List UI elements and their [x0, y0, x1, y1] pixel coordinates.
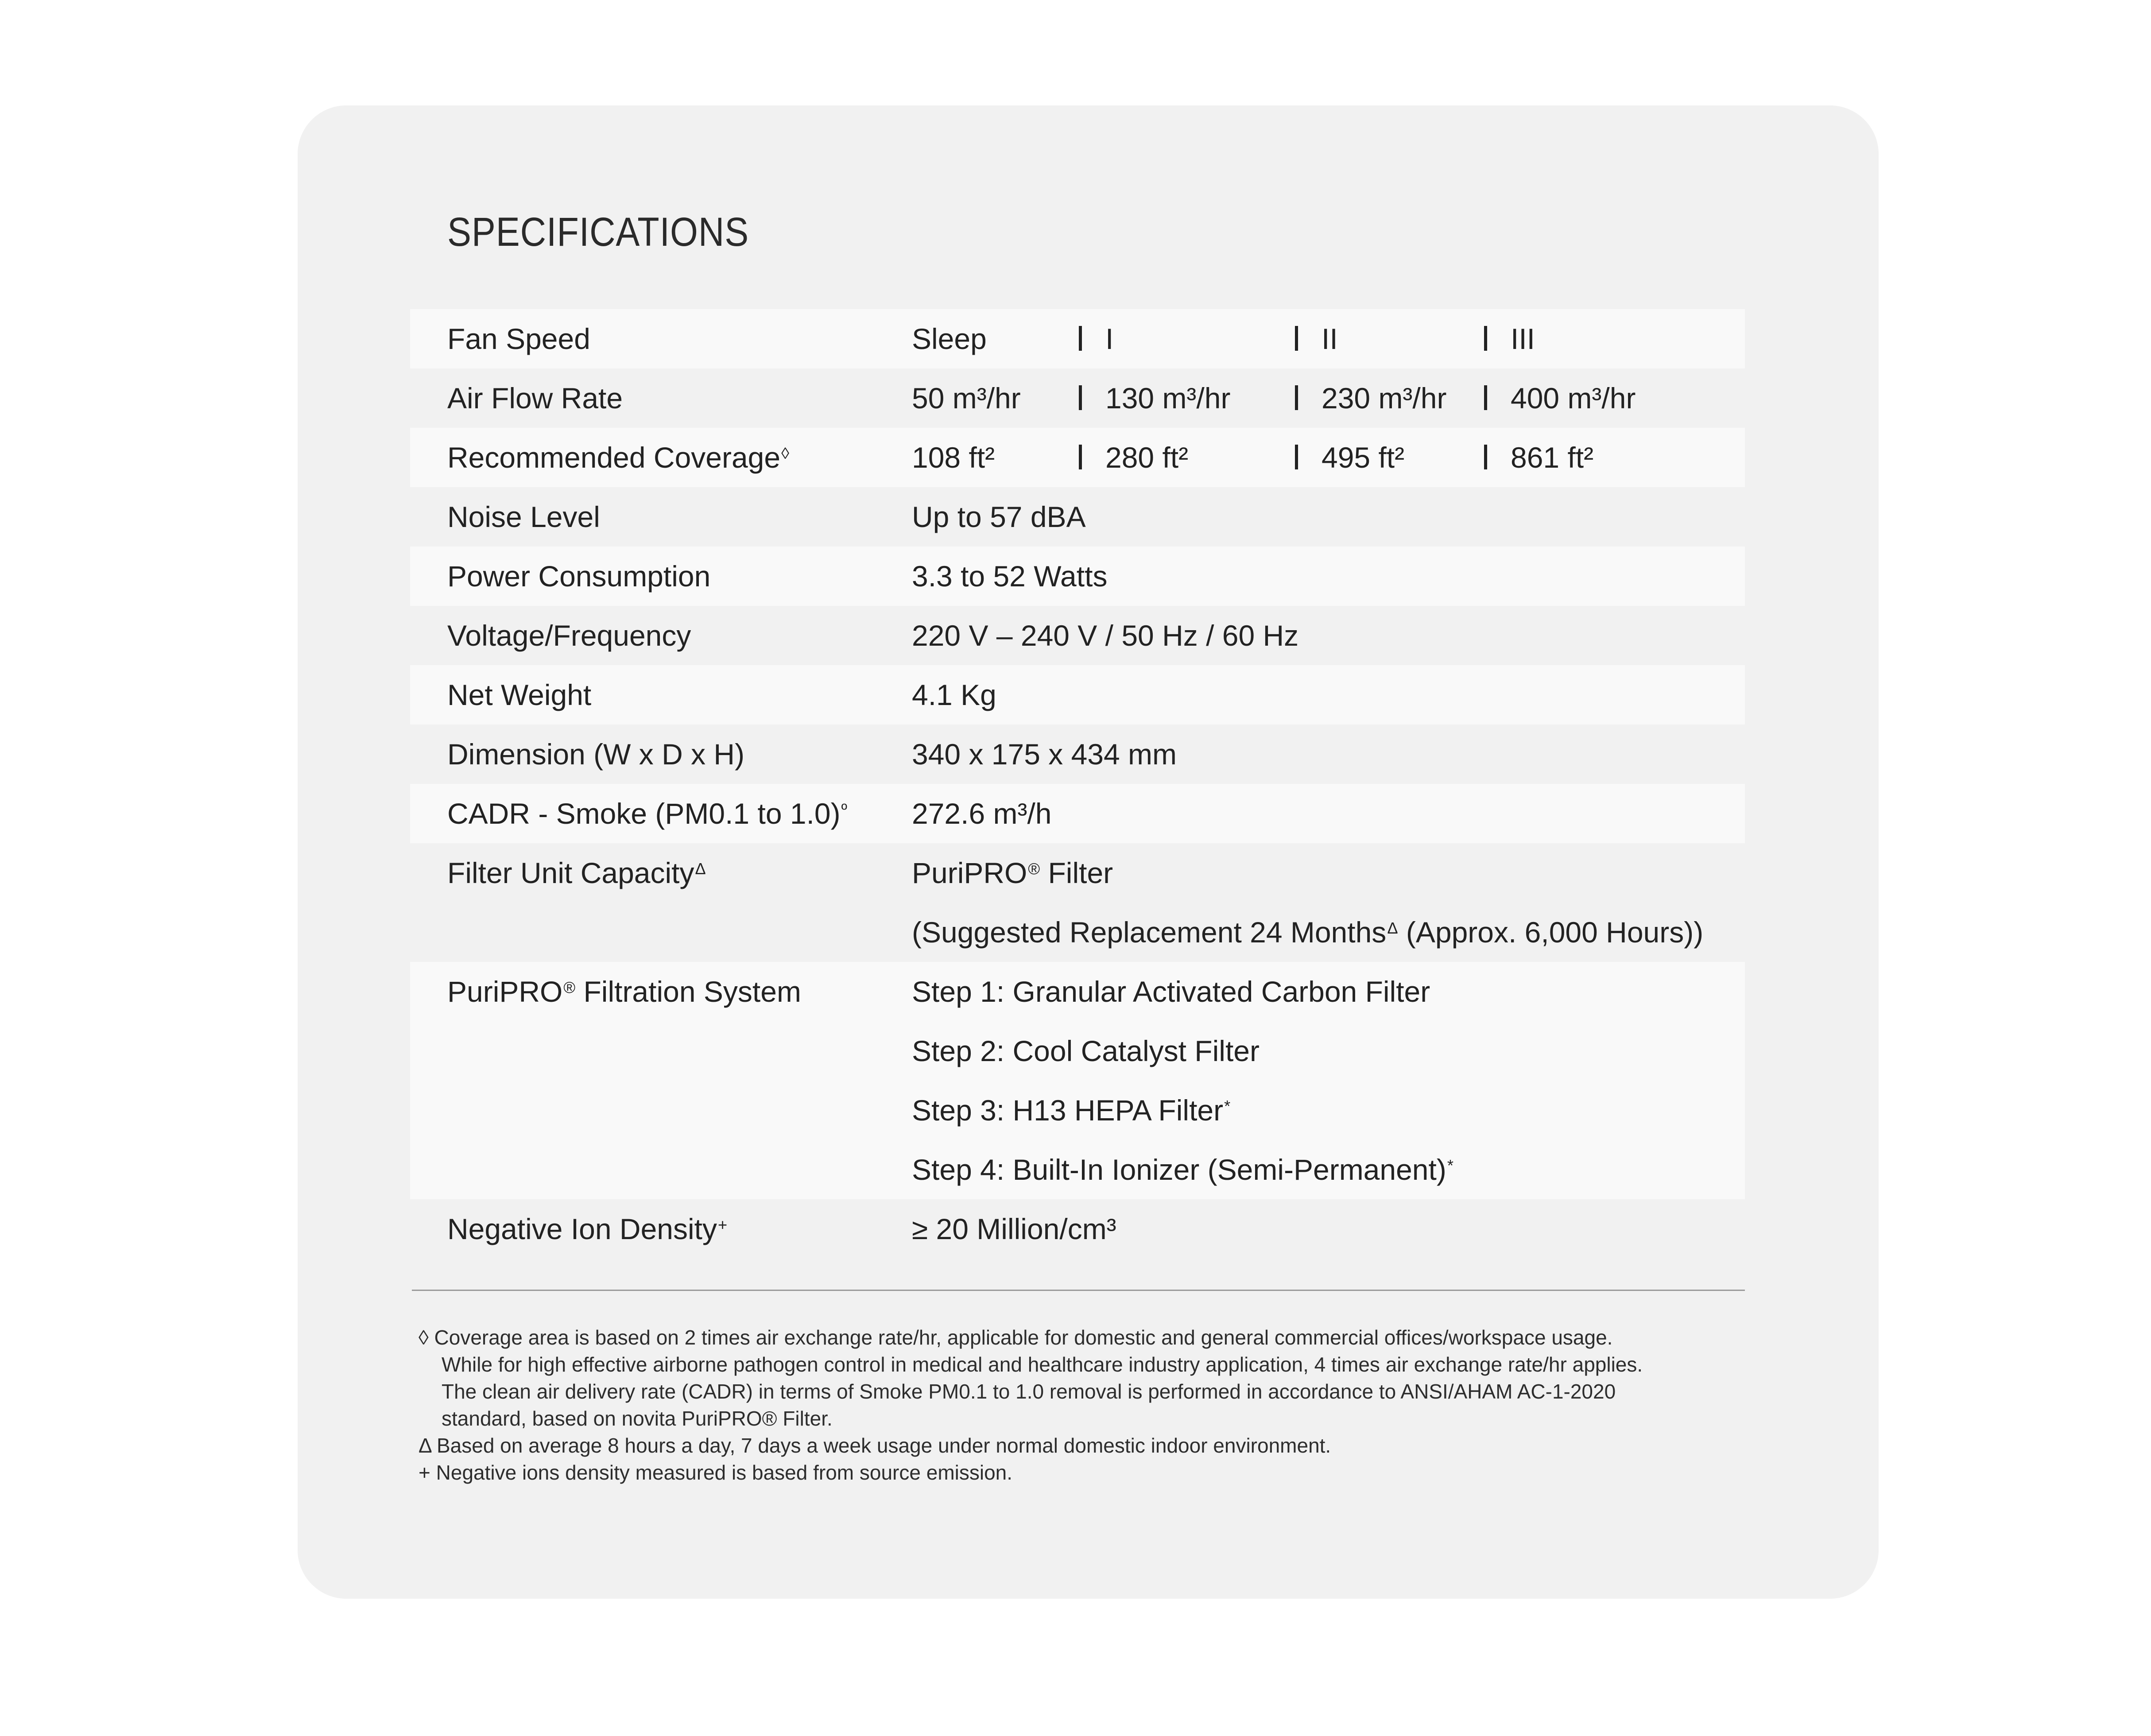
row-dimension [410, 725, 1745, 784]
ion-footnote-mark: + [718, 1216, 728, 1234]
cadr-label: CADR - Smoke (PM0.1 to 1.0)$^º$ [447, 797, 847, 830]
row-filter-capacity [410, 843, 1745, 962]
fan-speed-level-2: II [1322, 309, 1338, 368]
row-voltage [410, 606, 1745, 665]
cadr-footnote-mark: º [841, 800, 847, 819]
noise-value: Up to 57 dBA [912, 500, 1086, 533]
footnote-plus: + Negative ions density measured is based from source emission. [419, 1461, 1013, 1484]
filtration-step-3: Step 3: H13 HEPA Filter* [912, 1094, 1231, 1127]
asterisk-mark: * [1224, 1097, 1231, 1116]
weight-value: 4.1 Kg [912, 678, 996, 711]
row-ion-density [410, 1199, 1745, 1259]
footnote-divider [412, 1290, 1745, 1291]
power-value: 3.3 to 52 Watts [912, 560, 1108, 593]
row-power [410, 546, 1745, 606]
row-coverage [410, 428, 1745, 487]
noise-label: Noise Level [447, 500, 600, 533]
row-weight [410, 665, 1745, 725]
row-cadr [410, 784, 1745, 843]
fan-speed-sleep: Sleep [912, 322, 987, 355]
air-flow-level-1: 130 m³/hr [1105, 368, 1230, 428]
replacement-footnote-mark: Δ [1387, 919, 1398, 938]
footnote-coverage-4: standard, based on novita PuriPRO® Filter. [442, 1407, 833, 1430]
voltage-value: 220 V – 240 V / 50 Hz / 60 Hz [912, 619, 1299, 652]
voltage-label: Voltage/Frequency [447, 619, 691, 652]
dimension-value: 340 x 175 x 434 mm [912, 738, 1177, 771]
ion-density-value: ≥ 20 Million/cm³ [912, 1213, 1116, 1245]
fan-speed-label: Fan Speed [447, 322, 590, 355]
page-title: SPECIFICATIONS [447, 209, 749, 255]
filtration-label: PuriPRO® Filtration System [447, 975, 801, 1008]
coverage-level-1: 280 ft² [1105, 428, 1188, 487]
row-air-flow [410, 368, 1745, 428]
filtration-step-2: Step 2: Cool Catalyst Filter [912, 1035, 1260, 1067]
coverage-level-2: 495 ft² [1322, 428, 1404, 487]
footnote-delta: Δ Based on average 8 hours a day, 7 days a week usage under normal domestic indoor environment. [419, 1434, 1331, 1457]
dimension-label: Dimension (W x D x H) [447, 738, 745, 771]
air-flow-level-3: 400 m³/hr [1511, 368, 1636, 428]
filter-capacity-label: Filter Unit Capacity$^\Delta$ [447, 856, 706, 889]
power-label: Power Consumption [447, 560, 711, 593]
air-flow-label: Air Flow Rate [447, 382, 623, 415]
footnote-coverage-2: While for high effective airborne pathogen control in medical and healthcare industry application, 4 times air exchange rate/hr applies. [442, 1353, 1643, 1376]
ion-density-label: Negative Ion Density+ [447, 1213, 728, 1245]
footnote-coverage-1: ◊ Coverage area is based on 2 times air exchange rate/hr, applicable for domestic and general commercial offices/workspace usage. [419, 1326, 1613, 1349]
coverage-footnote-mark: ◊ [781, 444, 790, 463]
spec-table [410, 309, 1745, 1259]
fan-speed-level-3: III [1511, 309, 1535, 368]
row-filtration-system [410, 962, 1745, 1199]
cadr-value: 272.6 m³/h [912, 797, 1052, 830]
filter-capacity-value: PuriPRO® Filter [912, 856, 1113, 889]
asterisk-mark: * [1447, 1156, 1453, 1175]
fan-speed-level-1: I [1105, 309, 1113, 368]
row-fan-speed [410, 309, 1745, 368]
registered-mark: ® [1028, 860, 1040, 878]
filter-replacement-value: (Suggested Replacement 24 Months$^\Delta$ (Approx. 6,000 Hours)) [912, 916, 1704, 949]
filtration-step-4: Step 4: Built-In Ionizer (Semi-Permanent)* [912, 1153, 1453, 1186]
air-flow-level-2: 230 m³/hr [1322, 368, 1446, 428]
air-flow-sleep: 50 m³/hr [912, 382, 1021, 415]
filter-capacity-footnote-mark: Δ [695, 860, 706, 878]
coverage-level-3: 861 ft² [1511, 428, 1593, 487]
footnote-coverage-3: The clean air delivery rate (CADR) in terms of Smoke PM0.1 to 1.0 removal is performed in accordance to ANSI/AHAM AC-1-2020 [442, 1380, 1616, 1403]
coverage-sleep: 108 ft² [912, 441, 995, 474]
row-noise [410, 487, 1745, 546]
footnotes [419, 1324, 1743, 1486]
weight-label: Net Weight [447, 678, 592, 711]
coverage-label: Recommended Coverage◊ [447, 441, 790, 474]
filtration-step-1: Step 1: Granular Activated Carbon Filter [912, 975, 1430, 1008]
registered-mark: ® [563, 978, 576, 997]
